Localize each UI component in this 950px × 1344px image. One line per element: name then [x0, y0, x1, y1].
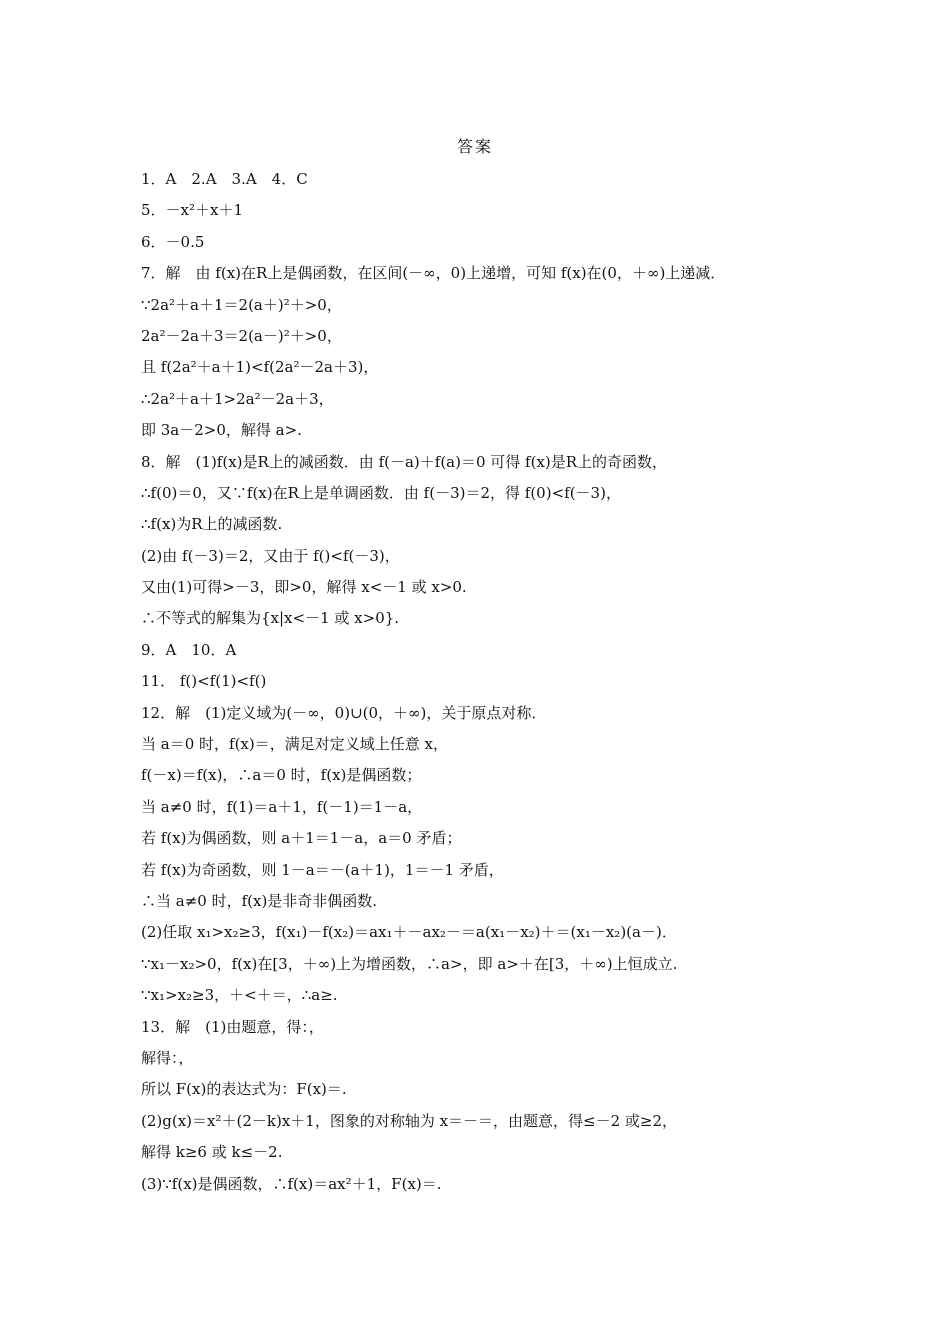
answer-line: ∴当 a≠0 时，f(x)是非奇非偶函数.	[141, 891, 378, 910]
answer-line: ∵x₁－x₂>0，f(x)在[3，＋∞)上为增函数，∴a>，即 a>＋在[3，＋∞)上恒成立.	[141, 954, 678, 973]
answer-line: ∵x₁>x₂≥3，＋<＋＝，∴a≥.	[141, 986, 338, 1005]
answer-line: 5．－x²＋x＋1	[141, 201, 244, 220]
answer-line: ∴f(0)＝0，又∵f(x)在R上是单调函数．由 f(－3)＝2，得 f(0)<f(－3)，	[141, 483, 621, 502]
answer-line: 若 f(x)为奇函数，则 1－a＝－(a＋1)，1＝－1 矛盾，	[141, 860, 504, 879]
answer-line: (2)由 f(－3)＝2，又由于 f()<f(－3)，	[141, 546, 400, 565]
answer-line: 当 a≠0 时，f(1)＝a＋1，f(－1)＝1－a，	[141, 797, 423, 816]
answer-lines	[141, 168, 861, 1204]
answer-line: ∴2a²＋a＋1>2a²－2a＋3，	[141, 389, 334, 408]
answer-line: f(－x)＝f(x)，∴a＝0 时，f(x)是偶函数；	[141, 766, 422, 785]
answer-line: 13．解 (1)由题意，得：，	[141, 1017, 324, 1036]
answer-line: 解得 k≥6 或 k≤－2.	[141, 1143, 283, 1162]
answer-line: (2)任取 x₁>x₂≥3，f(x₁)－f(x₂)＝ax₁＋－ax₂－＝a(x₁－x₂)＋＝(x₁－x₂)(a－)．	[141, 923, 677, 942]
answer-line: 当 a＝0 时，f(x)＝，满足对定义域上任意 x，	[141, 735, 448, 754]
answer-line: 1．A 2.A 3.A 4．C	[141, 170, 308, 188]
answer-line: 8．解 (1)f(x)是R上的减函数．由 f(－a)＋f(a)＝0 可得 f(x)是R上的奇函数，	[141, 452, 668, 471]
answer-line: 即 3a－2>0，解得 a>.	[141, 421, 302, 440]
answer-line: 12．解 (1)定义域为(－∞，0)∪(0，＋∞)，关于原点对称．	[141, 703, 547, 722]
answer-line: 11． f()<f(1)<f()	[141, 672, 267, 691]
answer-line: ∵2a²＋a＋1＝2(a＋)²＋>0，	[141, 295, 342, 314]
answer-line: ∴f(x)为R上的减函数.	[141, 515, 283, 534]
answer-line: (2)g(x)＝x²＋(2－k)x＋1，图象的对称轴为 x＝－＝，由题意，得≤－2 或≥2，	[141, 1111, 678, 1130]
answer-line: 又由(1)可得>－3，即>0，解得 x<－1 或 x>0.	[141, 578, 467, 597]
answer-line: 9．A 10．A	[141, 640, 237, 659]
answer-line: 7．解 由 f(x)在R上是偶函数，在区间(－∞，0)上递增，可知 f(x)在(0，＋∞)上递减．	[141, 264, 726, 283]
document-title: 答案	[456, 137, 493, 156]
answer-line: 若 f(x)为偶函数，则 a＋1＝1－a，a＝0 矛盾；	[141, 829, 462, 848]
answer-line: 且 f(2a²＋a＋1)<f(2a²－2a＋3)，	[141, 358, 379, 377]
answer-line: (3)∵f(x)是偶函数，∴f(x)＝ax²＋1，F(x)＝.	[141, 1174, 442, 1193]
answer-line: 6．－0.5	[141, 232, 205, 251]
answer-line: 2a²－2a＋3＝2(a－)²＋>0，	[141, 326, 342, 345]
answer-line: 所以 F(x)的表达式为：F(x)＝.	[141, 1080, 347, 1099]
answer-line: ∴不等式的解集为{x|x<－1 或 x>0}.	[141, 609, 400, 628]
answer-line: 解得：，	[141, 1048, 194, 1067]
